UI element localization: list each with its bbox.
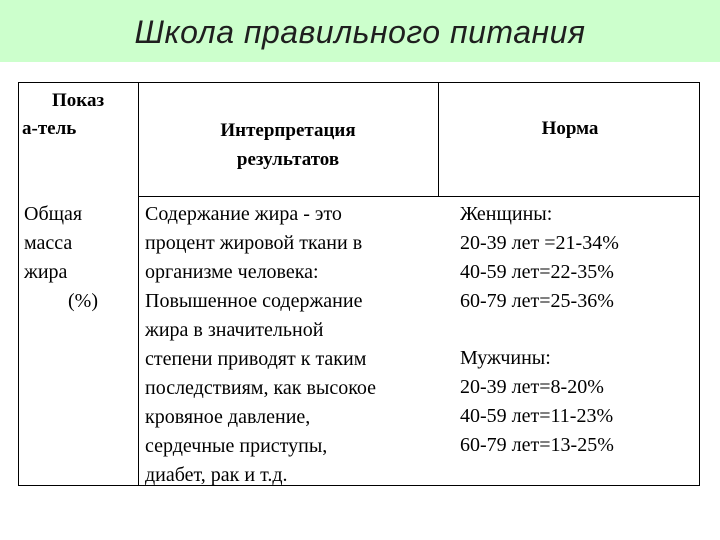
header-interpretation <box>140 116 436 174</box>
header-interpretation-line2: результатов <box>236 149 340 170</box>
header-norm: Норма <box>541 118 599 139</box>
interpretation-line: Содержание жира - это <box>145 203 342 225</box>
interpretation-line: Повышенное содержание <box>145 290 363 312</box>
header-indicator-line2: а-тель <box>22 118 77 139</box>
interpretation-line: последствиям, как высокое <box>145 377 377 399</box>
column-divider <box>438 82 439 196</box>
interpretation-line: кровяное давление, <box>145 406 311 428</box>
interpretation-line: сердечные приступы, <box>145 435 328 457</box>
norm-men-block <box>460 344 700 460</box>
indicator-line: Общая <box>24 203 83 225</box>
indicator-cell <box>24 200 136 316</box>
header-divider <box>138 196 700 197</box>
header-interpretation-line1: Интерпретация <box>220 120 356 141</box>
interpretation-line: диабет, рак и т.д. <box>145 464 288 486</box>
norm-women-range: 20-39 лет =21-34% <box>460 232 619 254</box>
norm-women-block <box>460 200 700 316</box>
norm-women-heading: Женщины: <box>460 203 553 225</box>
indicator-line: масса <box>24 232 73 254</box>
header-indicator-line1: Показ <box>52 90 105 111</box>
norm-women-range: 60-79 лет=25-36% <box>460 290 614 312</box>
interpretation-line: жира в значительной <box>145 319 324 341</box>
column-divider <box>138 82 139 486</box>
indicator-line: жира <box>24 261 68 283</box>
norm-men-heading: Мужчины: <box>460 347 551 369</box>
norm-men-range: 60-79 лет=13-25% <box>460 434 614 456</box>
interpretation-line: степени приводят к таким <box>145 348 367 370</box>
norm-men-range: 40-59 лет=11-23% <box>460 405 614 427</box>
interpretation-line: процент жировой ткани в <box>145 232 363 254</box>
norm-women-range: 40-59 лет=22-35% <box>460 261 614 283</box>
page-title: Школа правильного питания <box>134 14 586 50</box>
indicator-unit: (%) <box>68 290 98 312</box>
norm-men-range: 20-39 лет=8-20% <box>460 376 604 398</box>
interpretation-line: организме человека: <box>145 261 319 283</box>
interpretation-cell <box>145 200 437 490</box>
